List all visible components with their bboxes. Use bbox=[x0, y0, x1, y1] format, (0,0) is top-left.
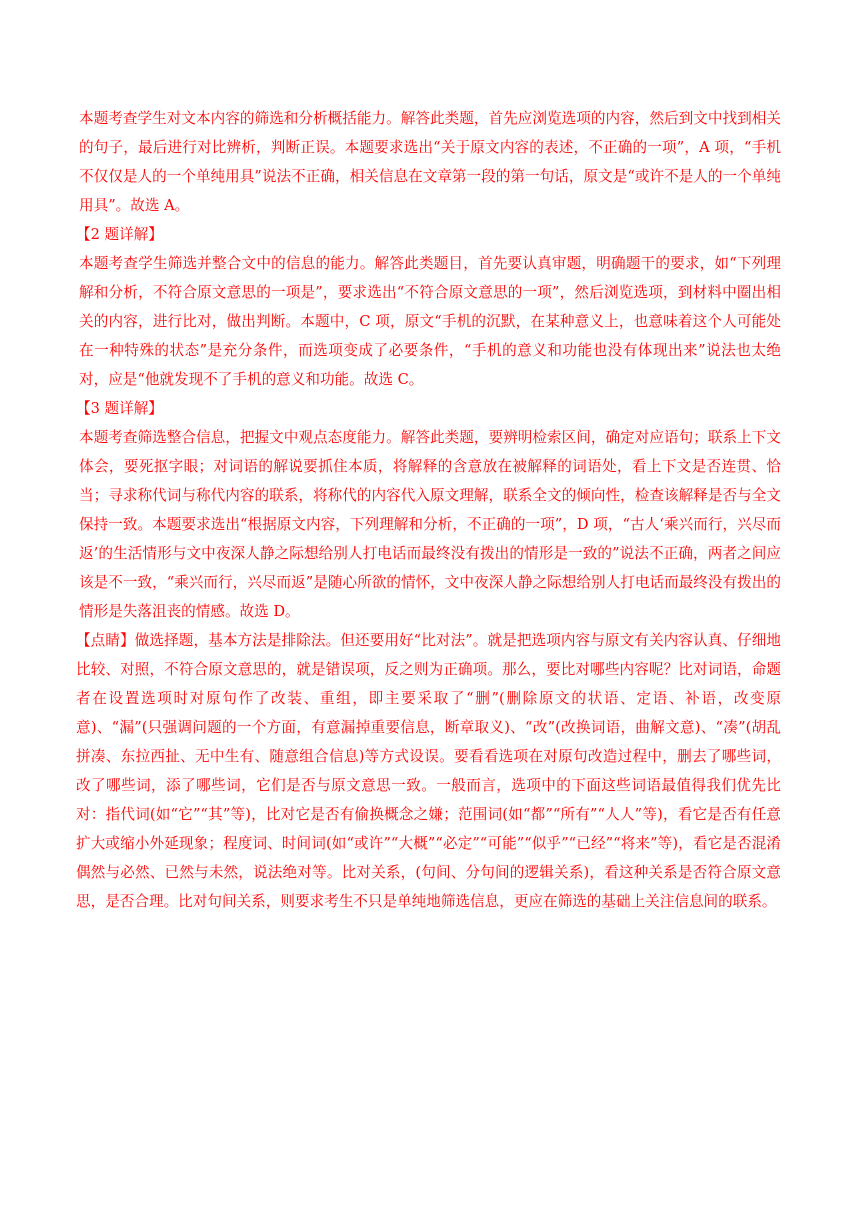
q2-heading: 【2 题详解】 bbox=[76, 226, 163, 243]
answer-explanation-document bbox=[76, 104, 781, 916]
q3-explanation-paragraph: 本题考查筛选整合信息，把握文中观点态度能力。解答此类题，要辨明检索区间，确定对应语句；联系上下文体会，要死抠字眼；对词语的解说要抓住本质，将解释的含意放在被解释的词语处，看上下文是否连贯、恰当；寻求称代词与称代内容的联系，将称代的内容代入原文理解，联系全文的倾向性，检查该解释是否与全文保持一致。本题要求选出“根据原文内容，下列理解和分析，不正确的一项”，D 项，“古人‘乘兴而行，兴尽而返’的生活情形与文中夜深人静之际想给别人打电话而最终没有拨出的情形是一致的”说法不正确，两者之间应该是不一致，“乘兴而行，兴尽而返”是随心所欲的情怀，文中夜深人静之际想给别人打电话而最终没有拨出的情形是失落沮丧的情感。故选 D。 bbox=[79, 429, 781, 620]
tip-paragraph bbox=[76, 626, 781, 916]
q3-heading: 【3 题详解】 bbox=[76, 400, 163, 417]
q2-explanation-paragraph: 本题考查学生筛选并整合文中的信息的能力。解答此类题目，首先要认真审题，明确题干的要求，如“下列理解和分析，不符合原文意思的一项是”，要求选出“不符合原文意思的一项”，然后浏览选项，到材料中圈出相关的内容，进行比对，做出判断。本题中，C 项，原文“手机的沉默，在某种意义上，也意味着这个人可能处在一种特殊的状态”是充分条件，而选项变成了必要条件，“手机的意义和功能也没有体现出来”说法也太绝对，应是“他就发现不了手机的意义和功能。故选 C。 bbox=[79, 255, 781, 388]
tip-text: 做选择题，基本方法是排除法。但还要用好“比对法”。就是把选项内容与原文有关内容认真、仔细地比较、对照，不符合原文意思的，就是错误项，反之则为正确项。那么，要比对哪些内容呢？比对词语，命题者在设置选项时对原句作了改装、重组，即主要采取了“删”(删除原文的状语、定语、补语，改变原意)、“漏”(只强调问题的一个方面，有意漏掉重要信息，断章取义)、“改”(改换词语，曲解文意)、“凑”(胡乱拼凑、东拉西扯、无中生有、随意组合信息)等方式设误。要看看选项在对原句改造过程中，删去了哪些词，改了哪些词，添了哪些词，它们是否与原文意思一致。一般而言，选项中的下面这些词语最值得我们优先比对：指代词(如“它”“其”等)，比对它是否有偷换概念之嫌；范围词(如“都”“所有”“人人”等)，看它是否有任意扩大或缩小外延现象；程度词、时间词(如“或许”“大概”“必定”“可能”“似乎”“已经”“将来”等)，看它是否混淆偶然与必然、已然与未然，说法绝对等。比对关系，(句间、分句间的逻辑关系)，看这种关系是否符合原文意思，是否合理。比对句间关系，则要求考生不只是单纯地筛选信息，更应在筛选的基础上关注信息间的联系。 bbox=[76, 632, 781, 910]
tip-label: 【点睛】 bbox=[76, 632, 135, 649]
q1-explanation-paragraph: 本题考查学生对文本内容的筛选和分析概括能力。解答此类题，首先应浏览选项的内容，然后到文中找到相关的句子，最后进行对比辨析，判断正误。本题要求选出“关于原文内容的表述，不正确的一项”，A 项，“手机不仅仅是人的一个单纯用具”说法不正确，相关信息在文章第一段的第一句话，原文是“或许不是人的一个单纯用具”。故选 A。 bbox=[79, 110, 781, 214]
